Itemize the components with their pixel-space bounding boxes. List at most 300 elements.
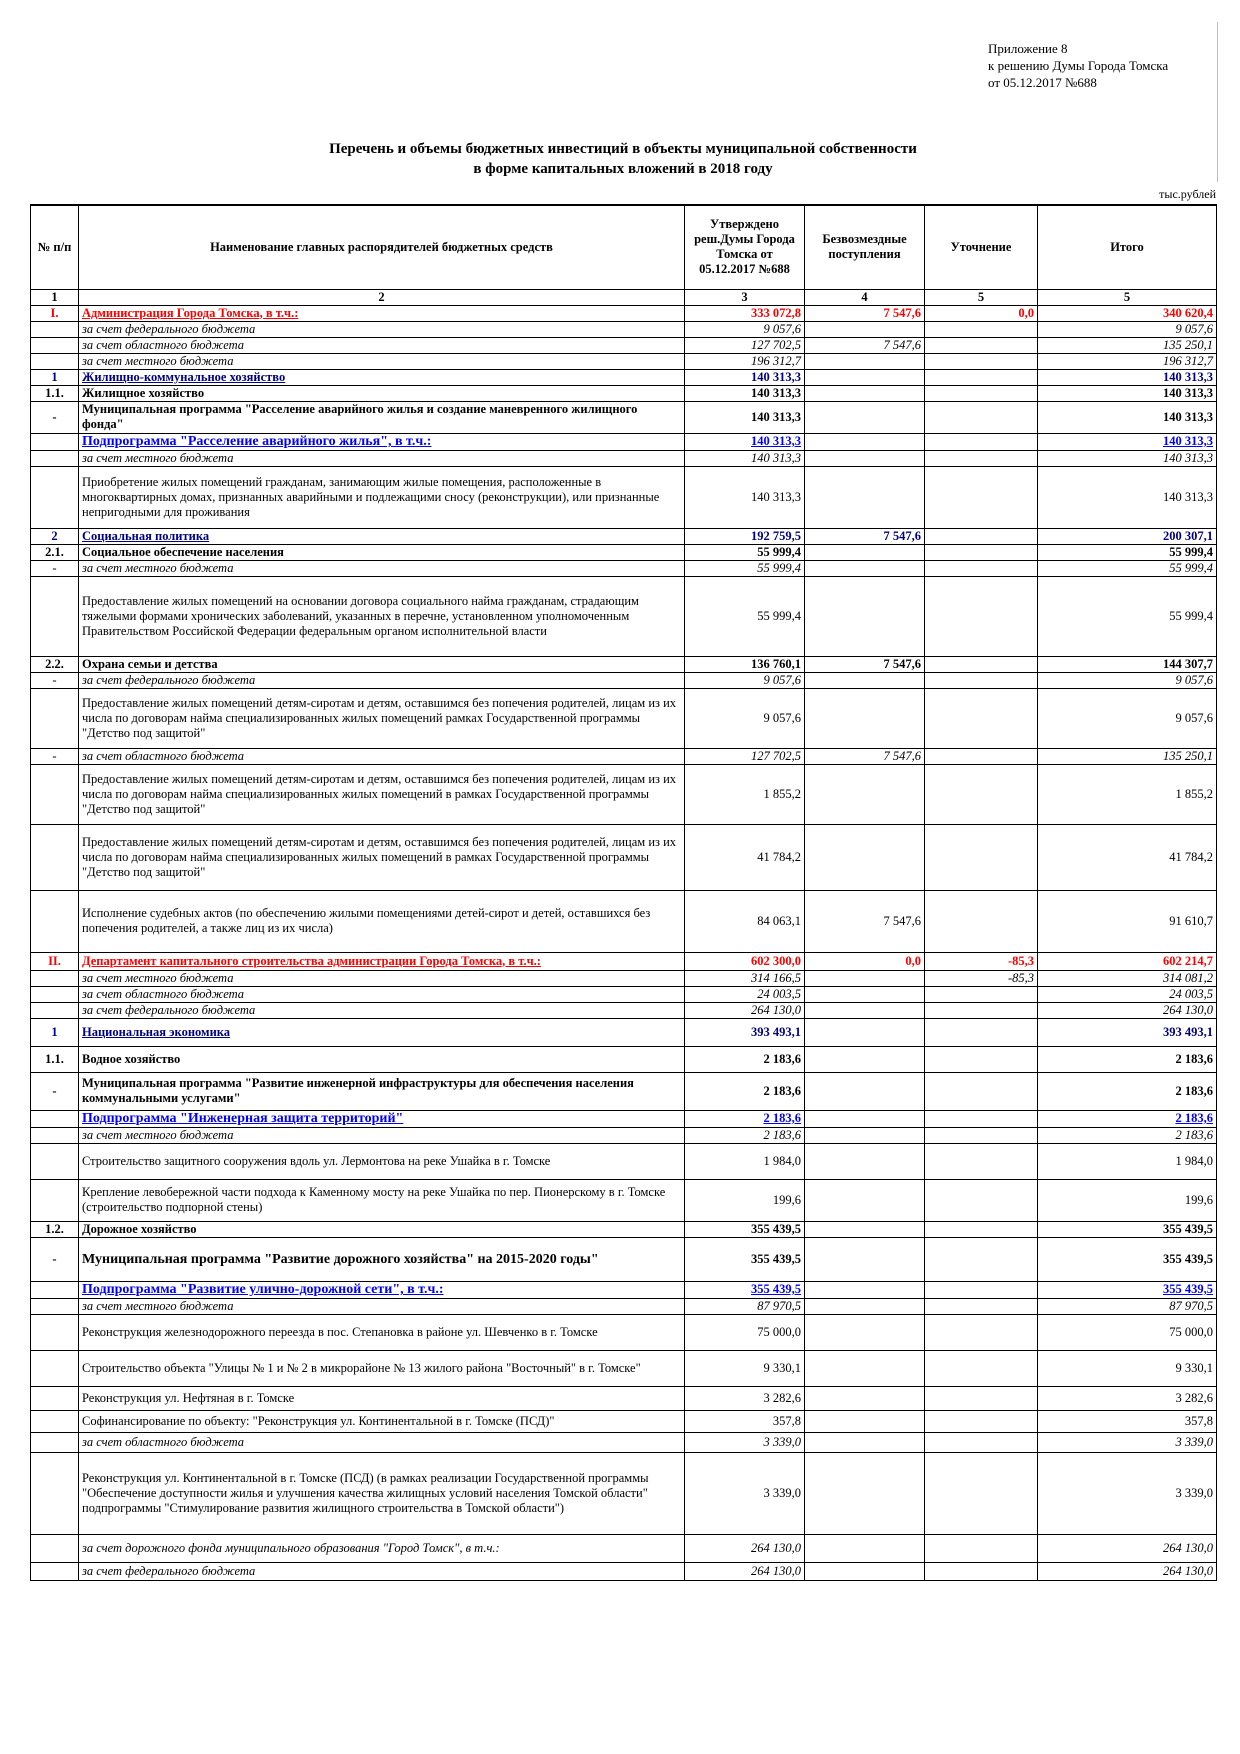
table-row <box>31 1350 1217 1386</box>
row-clarify <box>925 1221 1038 1237</box>
column-number: 1 <box>31 289 79 305</box>
table-row <box>31 544 1217 560</box>
row-name: Жилищно-коммунальное хозяйство <box>79 369 685 385</box>
row-clarify <box>925 450 1038 466</box>
row-total: 144 307,7 <box>1038 656 1217 672</box>
row-number: II. <box>31 952 79 970</box>
row-name: Реконструкция ул. Нефтяная в г. Томске <box>79 1386 685 1410</box>
row-free: 0,0 <box>805 952 925 970</box>
table-row <box>31 1410 1217 1432</box>
row-name: Софинансирование по объекту: "Реконструкция ул. Континентальной в г. Томске (ПСД)" <box>79 1410 685 1432</box>
units-label: тыс.рублей <box>1159 187 1216 201</box>
row-name: за счет областного бюджета <box>79 337 685 353</box>
row-name: за счет местного бюджета <box>79 970 685 986</box>
row-name: за счет местного бюджета <box>79 560 685 576</box>
row-name: Крепление левобережной части подхода к Каменному мосту на реке Ушайка по пер. Пионерскому в г. Томске (строительство подпорной стены) <box>79 1179 685 1221</box>
row-free <box>805 1110 925 1127</box>
row-name: Администрация Города Томска, в т.ч.: <box>79 305 685 321</box>
row-number: 1.1. <box>31 385 79 401</box>
table-row <box>31 385 1217 401</box>
row-total: 355 439,5 <box>1038 1281 1217 1298</box>
row-clarify <box>925 748 1038 764</box>
row-number <box>31 1281 79 1298</box>
row-total: 9 057,6 <box>1038 688 1217 748</box>
row-clarify <box>925 401 1038 433</box>
row-name: за счет федерального бюджета <box>79 672 685 688</box>
row-name: Строительство объекта "Улицы № 1 и № 2 в микрорайоне № 13 жилого района "Восточный" в г. Томске" <box>79 1350 685 1386</box>
row-clarify <box>925 385 1038 401</box>
row-number: 1 <box>31 369 79 385</box>
table-header-row <box>31 205 1217 289</box>
appendix-line-3: от 05.12.2017 №688 <box>988 75 1097 90</box>
row-clarify <box>925 672 1038 688</box>
row-total: 199,6 <box>1038 1179 1217 1221</box>
row-free <box>805 1046 925 1072</box>
row-free <box>805 1237 925 1281</box>
row-total: 135 250,1 <box>1038 337 1217 353</box>
table-row <box>31 672 1217 688</box>
row-clarify: -85,3 <box>925 952 1038 970</box>
appendix-note <box>988 40 1168 91</box>
header-num: № п/п <box>31 205 79 289</box>
row-clarify <box>925 544 1038 560</box>
row-approved: 9 057,6 <box>685 688 805 748</box>
row-name: Охрана семьи и детства <box>79 656 685 672</box>
row-free <box>805 353 925 369</box>
table-row <box>31 369 1217 385</box>
row-number <box>31 1350 79 1386</box>
column-number: 4 <box>805 289 925 305</box>
row-total: 340 620,4 <box>1038 305 1217 321</box>
row-approved: 264 130,0 <box>685 1534 805 1562</box>
table-row <box>31 890 1217 952</box>
row-approved: 192 759,5 <box>685 528 805 544</box>
table-row <box>31 748 1217 764</box>
header-free: Безвозмездные поступления <box>805 205 925 289</box>
row-total: 87 970,5 <box>1038 1298 1217 1314</box>
row-clarify <box>925 764 1038 824</box>
row-approved: 1 984,0 <box>685 1143 805 1179</box>
row-number <box>31 433 79 450</box>
table-row <box>31 1281 1217 1298</box>
table-row <box>31 1432 1217 1452</box>
table-row <box>31 1179 1217 1221</box>
column-number: 3 <box>685 289 805 305</box>
row-approved: 9 330,1 <box>685 1350 805 1386</box>
row-number <box>31 1143 79 1179</box>
row-clarify <box>925 1298 1038 1314</box>
row-total: 140 313,3 <box>1038 450 1217 466</box>
row-total: 1 855,2 <box>1038 764 1217 824</box>
row-clarify <box>925 1314 1038 1350</box>
row-clarify <box>925 433 1038 450</box>
table-row <box>31 1143 1217 1179</box>
table-row <box>31 1221 1217 1237</box>
row-name: Национальная экономика <box>79 1018 685 1046</box>
row-approved: 2 183,6 <box>685 1127 805 1143</box>
row-number <box>31 353 79 369</box>
row-total: 200 307,1 <box>1038 528 1217 544</box>
row-number <box>31 576 79 656</box>
row-total: 393 493,1 <box>1038 1018 1217 1046</box>
table-row <box>31 1127 1217 1143</box>
row-name: Предоставление жилых помещений детям-сиротам и детям, оставшимся без попечения родителей, лицам из их числа по договорам найма специализированных жилых помещений рамках Государственной программы "Детство под защитой" <box>79 688 685 748</box>
row-clarify <box>925 1452 1038 1534</box>
row-approved: 314 166,5 <box>685 970 805 986</box>
row-total: 355 439,5 <box>1038 1237 1217 1281</box>
row-clarify <box>925 1386 1038 1410</box>
row-approved: 9 057,6 <box>685 672 805 688</box>
table-row <box>31 401 1217 433</box>
row-name: Муниципальная программа "Расселение аварийного жилья и создание маневренного жилищного фонда" <box>79 401 685 433</box>
row-name: за счет местного бюджета <box>79 353 685 369</box>
table-row <box>31 576 1217 656</box>
row-total: 2 183,6 <box>1038 1072 1217 1110</box>
row-total: 140 313,3 <box>1038 433 1217 450</box>
row-name: Предоставление жилых помещений детям-сиротам и детям, оставшимся без попечения родителей, лицам из их числа по договорам найма специализированных жилых помещений в рамках Государственной программы "Детство под защитой" <box>79 764 685 824</box>
row-approved: 355 439,5 <box>685 1237 805 1281</box>
table-row <box>31 450 1217 466</box>
table-row <box>31 1002 1217 1018</box>
row-clarify <box>925 1410 1038 1432</box>
row-approved: 2 183,6 <box>685 1110 805 1127</box>
row-approved: 140 313,3 <box>685 450 805 466</box>
row-name: за счет федерального бюджета <box>79 1562 685 1580</box>
row-number <box>31 1386 79 1410</box>
row-number: I. <box>31 305 79 321</box>
table-row <box>31 688 1217 748</box>
row-name: Реконструкция ул. Континентальной в г. Томске (ПСД) (в рамках реализации Государственной программы "Обеспечение доступности жилья и улучшения качества жилищных условий населения Томской области" подпрограммы "Стимулирование развития жилищного строительства в Томской области") <box>79 1452 685 1534</box>
row-name: Жилищное хозяйство <box>79 385 685 401</box>
row-total: 196 312,7 <box>1038 353 1217 369</box>
row-free <box>805 1002 925 1018</box>
investment-table <box>30 204 1217 1581</box>
table-row <box>31 1237 1217 1281</box>
row-number <box>31 1110 79 1127</box>
row-free <box>805 986 925 1002</box>
row-number <box>31 450 79 466</box>
row-clarify <box>925 890 1038 952</box>
row-total: 355 439,5 <box>1038 1221 1217 1237</box>
row-name: Приобретение жилых помещений гражданам, занимающим жилые помещения, расположенные в многоквартирных домах, признанных аварийными и подлежащими сносу (реконструкции), или признанные непригодными для проживания <box>79 466 685 528</box>
column-number-row <box>31 289 1217 305</box>
row-clarify <box>925 656 1038 672</box>
row-approved: 140 313,3 <box>685 369 805 385</box>
row-name: за счет местного бюджета <box>79 450 685 466</box>
row-number <box>31 466 79 528</box>
row-clarify <box>925 1179 1038 1221</box>
row-name: Строительство защитного сооружения вдоль ул. Лермонтова на реке Ушайка в г. Томске <box>79 1143 685 1179</box>
row-approved: 127 702,5 <box>685 748 805 764</box>
row-approved: 140 313,3 <box>685 433 805 450</box>
row-clarify <box>925 986 1038 1002</box>
row-clarify: 0,0 <box>925 305 1038 321</box>
row-free <box>805 1432 925 1452</box>
row-number <box>31 1002 79 1018</box>
row-approved: 355 439,5 <box>685 1281 805 1298</box>
row-total: 264 130,0 <box>1038 1534 1217 1562</box>
row-number <box>31 1127 79 1143</box>
row-number <box>31 1432 79 1452</box>
row-name: за счет местного бюджета <box>79 1127 685 1143</box>
row-name: за счет областного бюджета <box>79 748 685 764</box>
row-clarify <box>925 1110 1038 1127</box>
row-name: Исполнение судебных актов (по обеспечению жилыми помещениями детей-сирот и детей, оставшихся без попечения родителей, а также лиц из их числа) <box>79 890 685 952</box>
row-approved: 333 072,8 <box>685 305 805 321</box>
row-free <box>805 824 925 890</box>
document-title <box>30 139 1216 179</box>
table-row <box>31 1314 1217 1350</box>
row-free <box>805 764 925 824</box>
table-row <box>31 1018 1217 1046</box>
row-approved: 357,8 <box>685 1410 805 1432</box>
row-approved: 3 339,0 <box>685 1432 805 1452</box>
row-number <box>31 1410 79 1432</box>
row-free <box>805 688 925 748</box>
row-name: Предоставление жилых помещений детям-сиротам и детям, оставшимся без попечения родителей, лицам из их числа по договорам найма специализированных жилых помещений в рамках Государственной программы "Детство под защитой" <box>79 824 685 890</box>
row-number: 1 <box>31 1018 79 1046</box>
table-row <box>31 1072 1217 1110</box>
row-number: - <box>31 748 79 764</box>
row-clarify <box>925 1127 1038 1143</box>
table-row <box>31 466 1217 528</box>
row-number <box>31 337 79 353</box>
column-number: 5 <box>925 289 1038 305</box>
row-number: - <box>31 401 79 433</box>
row-name: Муниципальная программа "Развитие дорожного хозяйства" на 2015-2020 годы" <box>79 1237 685 1281</box>
row-total: 140 313,3 <box>1038 369 1217 385</box>
row-approved: 1 855,2 <box>685 764 805 824</box>
row-number <box>31 970 79 986</box>
row-number: 1.2. <box>31 1221 79 1237</box>
row-number <box>31 1562 79 1580</box>
row-free: 7 547,6 <box>805 305 925 321</box>
table-row <box>31 1110 1217 1127</box>
row-approved: 140 313,3 <box>685 466 805 528</box>
row-total: 1 984,0 <box>1038 1143 1217 1179</box>
row-number <box>31 321 79 337</box>
row-name: Водное хозяйство <box>79 1046 685 1072</box>
row-free <box>805 1350 925 1386</box>
row-approved: 2 183,6 <box>685 1046 805 1072</box>
row-clarify <box>925 1281 1038 1298</box>
row-free <box>805 466 925 528</box>
row-free <box>805 970 925 986</box>
row-free <box>805 1314 925 1350</box>
row-free <box>805 1562 925 1580</box>
row-free <box>805 560 925 576</box>
row-clarify <box>925 1143 1038 1179</box>
row-total: 75 000,0 <box>1038 1314 1217 1350</box>
row-number: - <box>31 1072 79 1110</box>
row-total: 314 081,2 <box>1038 970 1217 986</box>
row-approved: 2 183,6 <box>685 1072 805 1110</box>
row-name: Социальное обеспечение населения <box>79 544 685 560</box>
row-clarify <box>925 528 1038 544</box>
row-total: 264 130,0 <box>1038 1002 1217 1018</box>
appendix-line-2: к решению Думы Города Томска <box>988 58 1169 73</box>
column-number: 5 <box>1038 289 1217 305</box>
row-free <box>805 1534 925 1562</box>
row-number: 1.1. <box>31 1046 79 1072</box>
row-number <box>31 1534 79 1562</box>
row-free <box>805 1452 925 1534</box>
row-total: 24 003,5 <box>1038 986 1217 1002</box>
table-row <box>31 952 1217 970</box>
row-name: за счет федерального бюджета <box>79 321 685 337</box>
row-total: 3 282,6 <box>1038 1386 1217 1410</box>
row-clarify <box>925 1534 1038 1562</box>
table-row <box>31 560 1217 576</box>
header-total: Итого <box>1038 205 1217 289</box>
table-row <box>31 1562 1217 1580</box>
row-clarify <box>925 688 1038 748</box>
row-total: 2 183,6 <box>1038 1046 1217 1072</box>
header-approved: Утверждено реш.Думы Города Томска от 05.12.2017 №688 <box>685 205 805 289</box>
row-total: 2 183,6 <box>1038 1110 1217 1127</box>
row-clarify: -85,3 <box>925 970 1038 986</box>
row-approved: 3 282,6 <box>685 1386 805 1410</box>
row-total: 2 183,6 <box>1038 1127 1217 1143</box>
row-approved: 9 057,6 <box>685 321 805 337</box>
row-name: за счет местного бюджета <box>79 1298 685 1314</box>
table-row <box>31 305 1217 321</box>
row-approved: 602 300,0 <box>685 952 805 970</box>
row-total: 91 610,7 <box>1038 890 1217 952</box>
row-total: 3 339,0 <box>1038 1432 1217 1452</box>
row-number <box>31 1179 79 1221</box>
row-free <box>805 450 925 466</box>
row-number: - <box>31 560 79 576</box>
row-name: Подпрограмма "Развитие улично-дорожной сети", в т.ч.: <box>79 1281 685 1298</box>
row-approved: 136 760,1 <box>685 656 805 672</box>
row-number: - <box>31 672 79 688</box>
row-clarify <box>925 1432 1038 1452</box>
row-approved: 24 003,5 <box>685 986 805 1002</box>
row-approved: 140 313,3 <box>685 401 805 433</box>
row-clarify <box>925 1072 1038 1110</box>
table-row <box>31 321 1217 337</box>
table-row <box>31 764 1217 824</box>
table-row <box>31 1534 1217 1562</box>
row-total: 357,8 <box>1038 1410 1217 1432</box>
row-free <box>805 369 925 385</box>
row-number <box>31 764 79 824</box>
row-total: 140 313,3 <box>1038 466 1217 528</box>
row-name: за счет федерального бюджета <box>79 1002 685 1018</box>
table-row <box>31 1046 1217 1072</box>
row-name: Департамент капитального строительства администрации Города Томска, в т.ч.: <box>79 952 685 970</box>
row-free <box>805 1281 925 1298</box>
row-number <box>31 890 79 952</box>
row-name: Муниципальная программа "Развитие инженерной инфраструктуры для обеспечения населения коммунальными услугами" <box>79 1072 685 1110</box>
row-approved: 75 000,0 <box>685 1314 805 1350</box>
row-clarify <box>925 560 1038 576</box>
row-approved: 84 063,1 <box>685 890 805 952</box>
table-row <box>31 1386 1217 1410</box>
row-number <box>31 986 79 1002</box>
row-name: Подпрограмма "Инженерная защита территорий" <box>79 1110 685 1127</box>
row-name: Дорожное хозяйство <box>79 1221 685 1237</box>
table-row <box>31 337 1217 353</box>
table-row <box>31 824 1217 890</box>
row-number <box>31 824 79 890</box>
row-approved: 55 999,4 <box>685 560 805 576</box>
row-approved: 127 702,5 <box>685 337 805 353</box>
row-number <box>31 688 79 748</box>
row-free <box>805 321 925 337</box>
row-approved: 41 784,2 <box>685 824 805 890</box>
row-total: 9 057,6 <box>1038 321 1217 337</box>
row-total: 135 250,1 <box>1038 748 1217 764</box>
row-total: 55 999,4 <box>1038 560 1217 576</box>
row-free: 7 547,6 <box>805 748 925 764</box>
row-name: за счет областного бюджета <box>79 986 685 1002</box>
row-clarify <box>925 1002 1038 1018</box>
row-free: 7 547,6 <box>805 528 925 544</box>
row-clarify <box>925 321 1038 337</box>
row-number: 2.2. <box>31 656 79 672</box>
row-total: 55 999,4 <box>1038 544 1217 560</box>
row-total: 140 313,3 <box>1038 401 1217 433</box>
row-free <box>805 385 925 401</box>
appendix-line-1: Приложение 8 <box>988 41 1068 56</box>
row-number: 2 <box>31 528 79 544</box>
table-row <box>31 986 1217 1002</box>
row-number <box>31 1298 79 1314</box>
table-row <box>31 353 1217 369</box>
row-free <box>805 401 925 433</box>
row-total: 602 214,7 <box>1038 952 1217 970</box>
row-name: Социальная политика <box>79 528 685 544</box>
table-body <box>31 305 1217 1580</box>
page-edge-rule <box>1217 22 1218 182</box>
row-total: 3 339,0 <box>1038 1452 1217 1534</box>
row-name: Предоставление жилых помещений на основании договора социального найма гражданам, страдающим тяжелыми формами хронических заболеваний, указанных в перечне, установленном уполномоченным Правительством Российской Федерации федеральным органом исполнительной власти <box>79 576 685 656</box>
row-approved: 199,6 <box>685 1179 805 1221</box>
row-approved: 55 999,4 <box>685 544 805 560</box>
header-clarify: Уточнение <box>925 205 1038 289</box>
row-clarify <box>925 824 1038 890</box>
row-clarify <box>925 576 1038 656</box>
row-free <box>805 544 925 560</box>
row-clarify <box>925 1350 1038 1386</box>
row-free <box>805 1298 925 1314</box>
table-row <box>31 433 1217 450</box>
row-free <box>805 672 925 688</box>
row-approved: 264 130,0 <box>685 1562 805 1580</box>
row-approved: 196 312,7 <box>685 353 805 369</box>
row-approved: 140 313,3 <box>685 385 805 401</box>
row-free <box>805 433 925 450</box>
row-number <box>31 1452 79 1534</box>
row-total: 55 999,4 <box>1038 576 1217 656</box>
row-clarify <box>925 353 1038 369</box>
row-total: 9 057,6 <box>1038 672 1217 688</box>
column-number: 2 <box>79 289 685 305</box>
row-number: 2.1. <box>31 544 79 560</box>
row-free <box>805 576 925 656</box>
row-number <box>31 1314 79 1350</box>
row-free <box>805 1072 925 1110</box>
row-clarify <box>925 1237 1038 1281</box>
table-row <box>31 1452 1217 1534</box>
row-approved: 55 999,4 <box>685 576 805 656</box>
row-approved: 3 339,0 <box>685 1452 805 1534</box>
row-name: за счет дорожного фонда муниципального образования "Город Томск", в т.ч.: <box>79 1534 685 1562</box>
row-total: 41 784,2 <box>1038 824 1217 890</box>
row-approved: 264 130,0 <box>685 1002 805 1018</box>
